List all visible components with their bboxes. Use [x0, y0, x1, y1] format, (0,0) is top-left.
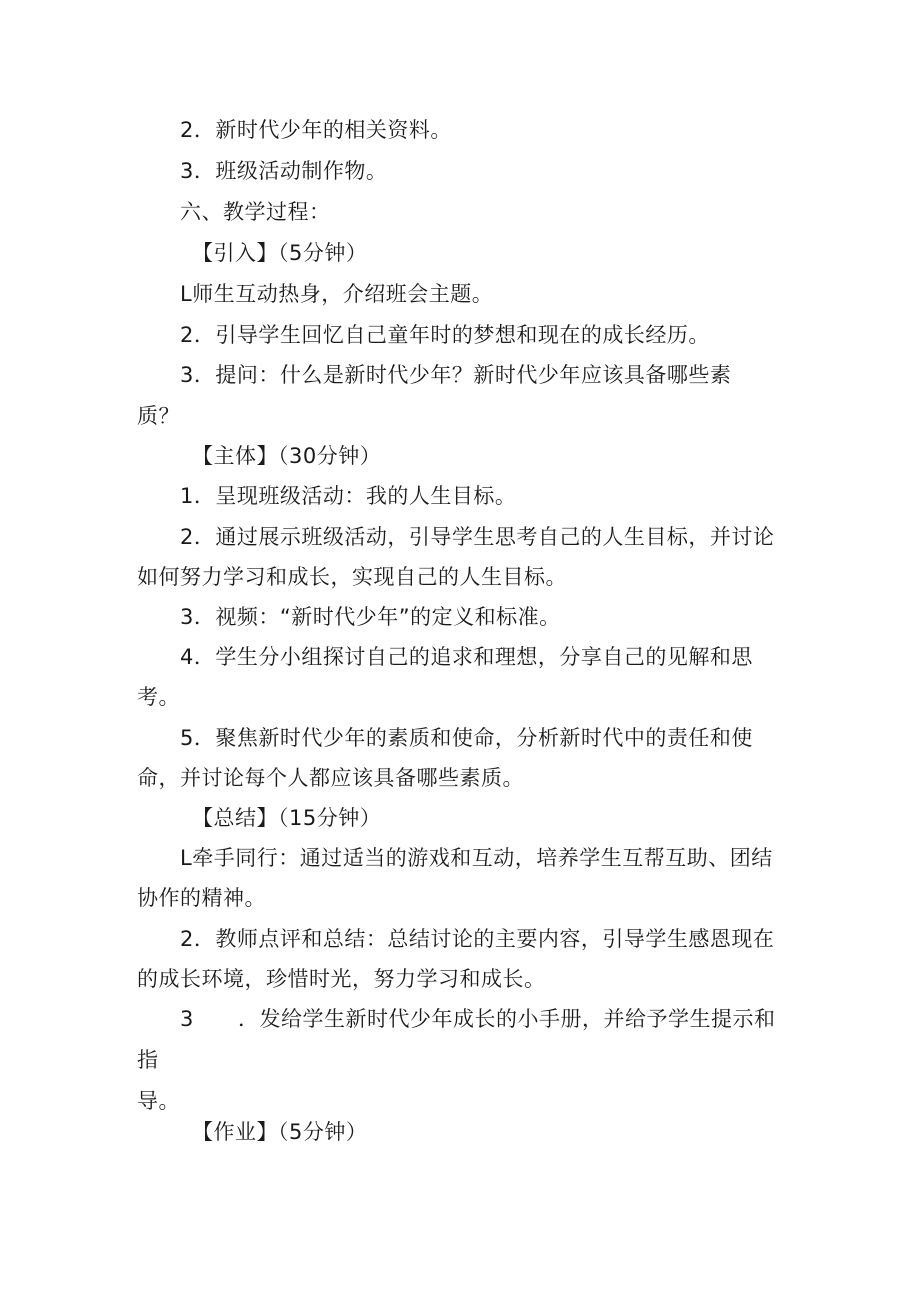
intro-step-1: L师生互动热身，介绍班会主题。: [180, 282, 494, 306]
subsection-homework-heading: 【作业】（5分钟）: [192, 1120, 368, 1144]
main-step-4: 4．学生分小组探讨自己的追求和理想，分享自己的见解和思: [180, 645, 753, 669]
subsection-main-heading: 【主体】（30分钟）: [192, 444, 382, 468]
intro-step-3-cont: 质？: [137, 404, 180, 428]
main-step-3: 3．视频：“新时代少年”的定义和标准。: [180, 605, 561, 629]
main-step-4-cont: 考。: [137, 685, 180, 709]
main-step-5-cont: 命，并讨论每个人都应该具备哪些素质。: [137, 766, 524, 790]
summary-step-3-cont-1: 指: [137, 1048, 159, 1072]
material-item-2: 2．新时代少年的相关资料。: [180, 118, 452, 142]
summary-step-2-cont: 的成长环境，珍惜时光，努力学习和成长。: [137, 967, 546, 991]
main-step-2: 2．通过展示班级活动，引导学生思考自己的人生目标，并讨论: [180, 525, 775, 549]
subsection-intro-heading: 【引入】（5分钟）: [192, 241, 368, 265]
section-heading-teaching-process: 六、教学过程：: [180, 200, 331, 224]
material-item-3: 3．班级活动制作物。: [180, 159, 388, 183]
intro-step-3: 3．提问：什么是新时代少年？新时代少年应该具备哪些素: [180, 363, 732, 387]
main-step-1: 1．呈现班级活动：我的人生目标。: [180, 484, 517, 508]
summary-step-3-number: 3: [180, 1007, 194, 1031]
main-step-5: 5．聚焦新时代少年的素质和使命，分析新时代中的责任和使: [180, 726, 753, 750]
main-step-2-cont: 如何努力学习和成长，实现自己的人生目标。: [137, 565, 567, 589]
subsection-summary-heading: 【总结】（15分钟）: [192, 806, 382, 830]
summary-step-2: 2．教师点评和总结：总结讨论的主要内容，引导学生感恩现在: [180, 927, 775, 951]
summary-step-3: ．发给学生新时代少年成长的小手册，并给予学生提示和: [238, 1007, 776, 1031]
intro-step-2: 2．引导学生回忆自己童年时的梦想和现在的成长经历。: [180, 323, 710, 347]
summary-step-1: L牵手同行：通过适当的游戏和互动，培养学生互帮互助、团结: [180, 846, 773, 870]
summary-step-1-cont: 协作的精神。: [137, 886, 266, 910]
summary-step-3-cont-2: 导。: [137, 1089, 180, 1113]
